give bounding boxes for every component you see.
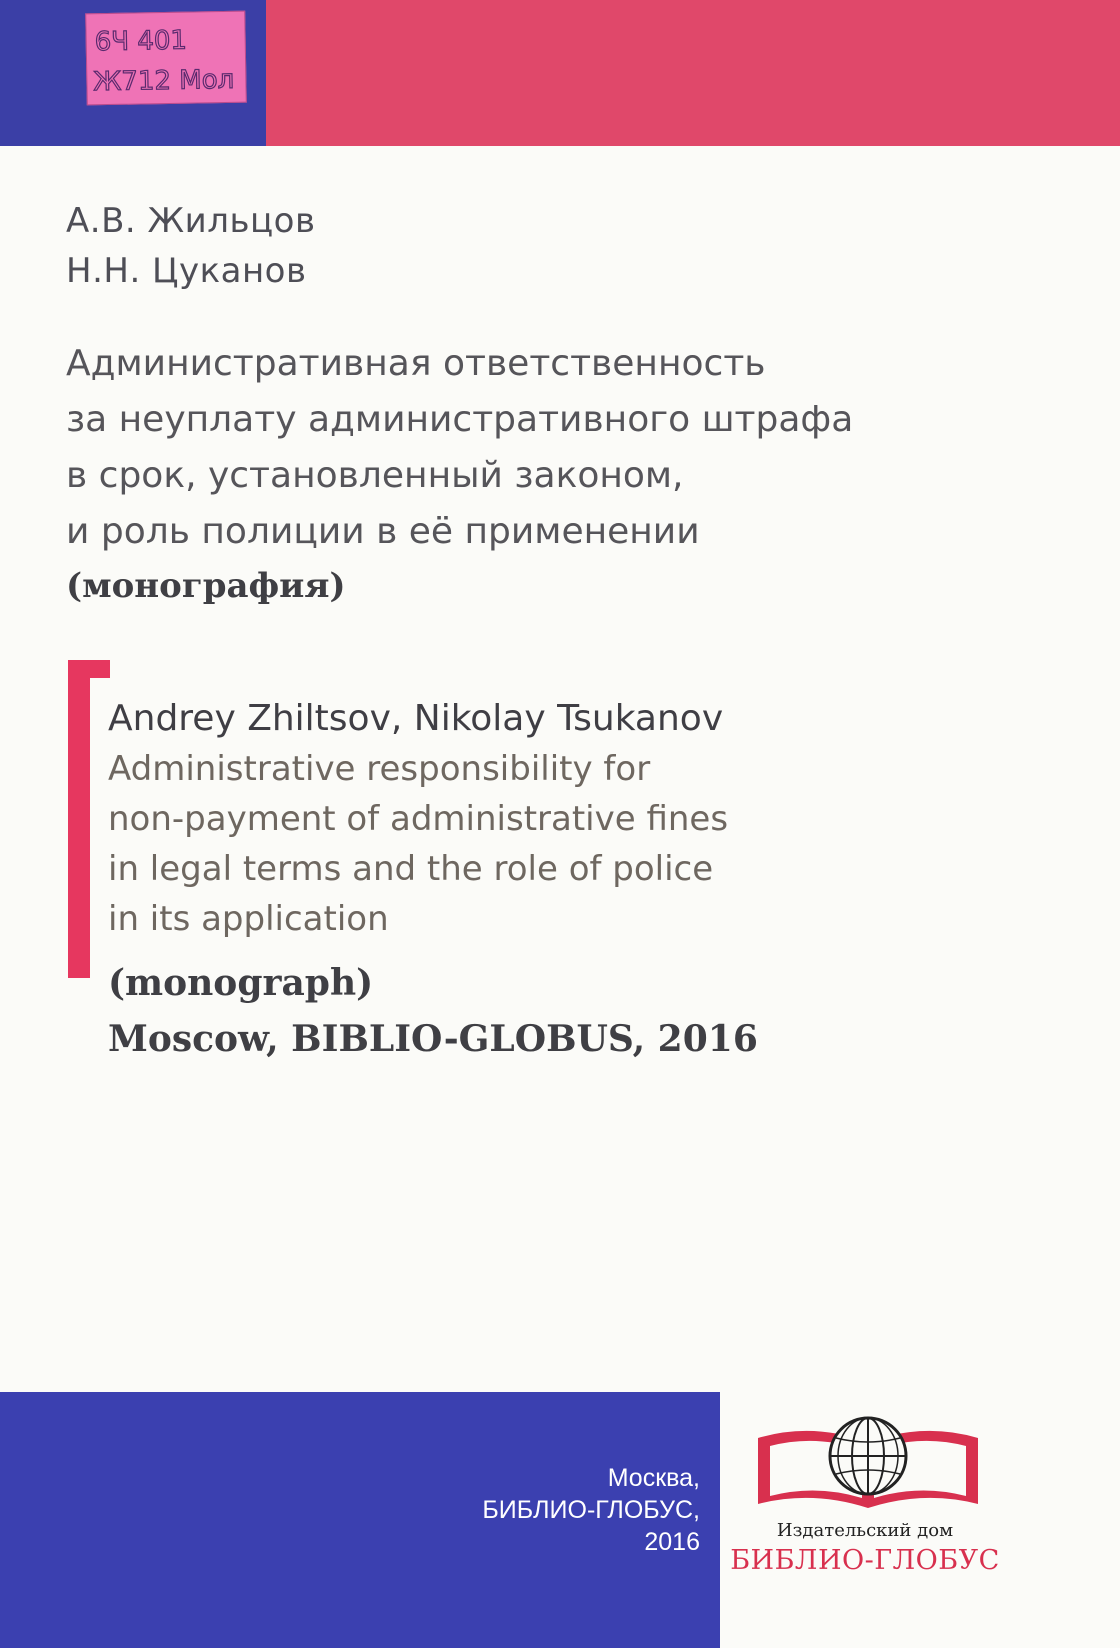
title-en-line-4: in its application <box>108 899 389 939</box>
globe-book-icon <box>752 1408 984 1518</box>
sticker-line-2: Ж712 Мол <box>93 64 235 98</box>
title-ru-line-3: в срок, установленный законом, <box>66 455 684 496</box>
title-ru <box>66 336 1046 560</box>
subtitle-en: (monograph) <box>108 962 374 1004</box>
title-en <box>108 744 1008 944</box>
author-1: А.В. Жильцов <box>66 201 316 241</box>
authors-en: Andrey Zhiltsov, Nikolay Tsukanov <box>108 698 724 739</box>
top-red-band <box>266 0 1120 146</box>
red-bracket-top <box>68 660 110 678</box>
imprint-city: Москва, <box>607 1464 700 1492</box>
title-en-line-3: in legal terms and the role of police <box>108 849 714 889</box>
imprint-en: Moscow, BIBLIO-GLOBUS, 2016 <box>108 1018 758 1060</box>
imprint-publisher: БИБЛИО-ГЛОБУС, <box>482 1496 700 1524</box>
subtitle-ru: (монография) <box>66 566 346 606</box>
authors-ru <box>66 196 315 296</box>
title-ru-line-4: и роль полиции в её применении <box>66 511 700 552</box>
logo-publisher-name: БИБЛИО-ГЛОБУС <box>730 1545 1000 1576</box>
imprint-year: 2016 <box>644 1528 700 1556</box>
title-en-line-2: non-payment of administrative fines <box>108 799 729 839</box>
red-bracket-vertical <box>68 660 90 978</box>
logo-caption: Издательский дом <box>776 1520 954 1541</box>
imprint-ru <box>440 1462 700 1558</box>
library-shelf-sticker <box>85 11 247 106</box>
english-block <box>108 694 1008 1064</box>
author-2: Н.Н. Цуканов <box>66 251 307 291</box>
title-en-line-1: Administrative responsibility for <box>108 749 651 789</box>
title-ru-line-1: Административная ответственность <box>66 343 766 384</box>
sticker-line-1: 6Ч 401 <box>94 25 188 58</box>
title-ru-line-2: за неуплату административного штрафа <box>66 399 854 440</box>
